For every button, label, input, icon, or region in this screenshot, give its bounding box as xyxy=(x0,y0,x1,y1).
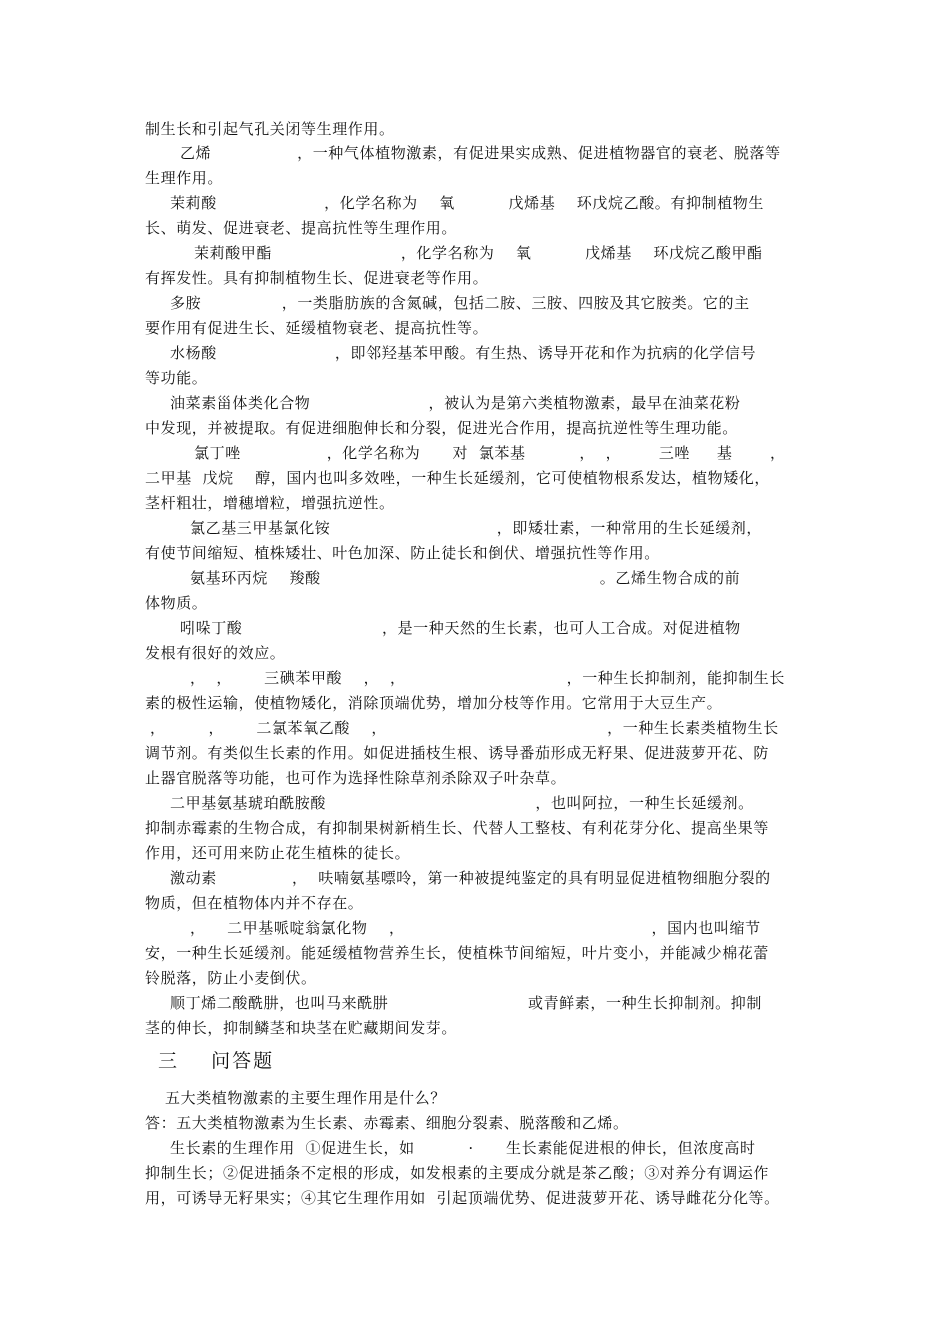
body-line: 乙烯 ，一种气体植物激素，有促进果实成熟、促进植物器官的衰老、脱落等 xyxy=(180,144,781,162)
answer-line: 抑制生长；②促进插条不定根的形成，如发根素的主要成分就是茶乙酸；③对养分有调运作 xyxy=(145,1164,770,1182)
body-line: 铃脱落，防止小麦倒伏。 xyxy=(145,969,317,987)
body-line: 有使节间缩短、植株矮壮、叶色加深、防止徒长和倒伏、增强抗性等作用。 xyxy=(145,544,660,562)
body-line: 多胺 ，一类脂肪族的含氮碱，包括二胺、三胺、四胺及其它胺类。它的主 xyxy=(170,294,750,312)
body-line: 等功能。 xyxy=(145,369,208,387)
body-line: 制生长和引起气孔关闭等生理作用。 xyxy=(145,120,395,138)
body-line: 体物质。 xyxy=(145,594,208,612)
body-line: 物质，但在植物体内并不存在。 xyxy=(145,894,364,912)
body-line: 顺丁烯二酸酰肼，也叫马来酰肼 或青鲜素，一种生长抑制剂。抑制 xyxy=(170,994,762,1012)
body-line: 激动素 ， 呋喃氨基嘌呤，第一种被提纯鉴定的具有明显促进植物细胞分裂的 xyxy=(170,869,771,887)
body-line: 茉莉酸甲酯 ，化学名称为 氧 戊烯基 环戊烷乙酸甲酯 xyxy=(194,244,763,262)
body-line: 二甲基氨基琥珀酰胺酸 ，也叫阿拉，一种生长延缓剂。 xyxy=(170,794,754,812)
body-line: 油菜素甾体类化合物 ，被认为是第六类植物激素，最早在油菜花粉 xyxy=(170,394,741,412)
body-line: 要作用有促进生长、延缓植物衰老、提高抗性等。 xyxy=(145,319,489,337)
body-line: 茉莉酸 ，化学名称为 氧 戊烯基 环戊烷乙酸。有抑制植物生 xyxy=(170,194,764,212)
body-line: 氨基环丙烷 羧酸 。乙烯生物合成的前 xyxy=(190,569,741,587)
body-line: 素的极性运输，使植物矮化，消除顶端优势，增加分枝等作用。它常用于大豆生产。 xyxy=(145,694,723,712)
body-line: ， 二甲基哌啶翁氯化物 ， ，国内也叫缩节 xyxy=(190,919,761,937)
body-line: 氯乙基三甲基氯化铵 ，即矮壮素，一种常用的生长延缓剂， xyxy=(190,519,763,537)
body-line: 生理作用。 xyxy=(145,169,224,187)
body-line: 止器官脱落等功能，也可作为选择性除草剂杀除双子叶杂草。 xyxy=(145,769,567,787)
body-line: 安，一种生长延缓剂。能延缓植物营养生长，使植株节间缩短，叶片变小，并能减少棉花蕾 xyxy=(145,944,770,962)
body-line: 二甲基 戊烷 醇，国内也叫多效唑，一种生长延缓剂，它可使植物根系发达，植物矮化， xyxy=(145,469,771,487)
body-line: 作用，还可用来防止花生植株的徒长。 xyxy=(145,844,411,862)
answer-line: 用，可诱导无籽果实；④其它生理作用如 引起顶端优势、促进菠萝开花、诱导雌花分化等。 xyxy=(145,1189,780,1207)
answer-line: 答：五大类植物激素为生长素、赤霉素、细胞分裂素、脱落酸和乙烯。 xyxy=(145,1114,629,1132)
body-line: 茎杆粗壮，增穗增粒，增强抗逆性。 xyxy=(145,494,395,512)
section-heading: 三 问答题 xyxy=(158,1050,275,1072)
body-line: 中发现，并被提取。有促进细胞伸长和分裂，促进光合作用，提高抗逆性等生理功能。 xyxy=(145,419,738,437)
body-line: 有挥发性。具有抑制植物生长、促进衰老等作用。 xyxy=(145,269,489,287)
body-line: 茎的伸长，抑制鳞茎和块茎在贮藏期间发芽。 xyxy=(145,1019,458,1037)
question-line: 五大类植物激素的主要生理作用是什么？ xyxy=(165,1089,446,1107)
body-line: 吲哚丁酸 ，是一种天然的生长素，也可人工合成。对促进植物 xyxy=(180,619,741,637)
body-line: 发根有很好的效应。 xyxy=(145,644,286,662)
body-line: 氯丁唑 ，化学名称为 对 氯苯基 ， ， 三唑 基 ， xyxy=(194,444,786,462)
body-line: 抑制赤霉素的生物合成，有抑制果树新梢生长、代替人工整枝、有利花芽分化、提高坐果等 xyxy=(145,819,770,837)
body-line: 水杨酸 ，即邻羟基苯甲酸。有生热、诱导开花和作为抗病的化学信号 xyxy=(170,344,757,362)
body-line: ， ， 三碘苯甲酸 ， ， ，一种生长抑制剂，能抑制生长 xyxy=(190,669,785,687)
body-line: 长、萌发、促进衰老、提高抗性等生理作用。 xyxy=(145,219,458,237)
answer-line: 生长素的生理作用 ①促进生长，如 · 生长素能促进根的伸长，但浓度高时 xyxy=(170,1139,756,1157)
body-line: ， ， 二氯苯氧乙酸 ， ，一种生长素类植物生长 xyxy=(150,719,779,737)
body-line: 调节剂。有类似生长素的作用。如促进插枝生根、诱导番茄形成无籽果、促进菠萝开花、防 xyxy=(145,744,770,762)
